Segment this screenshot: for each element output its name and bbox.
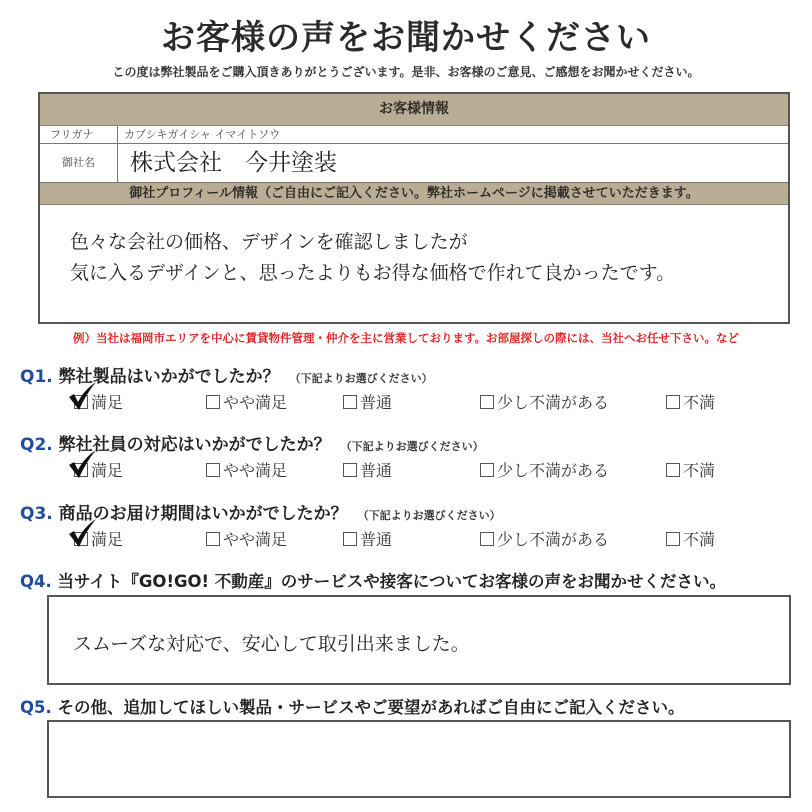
q4-answer-text: スムーズな対応で、安心して取引出来ました。 [73,633,470,655]
option-futsu[interactable] [343,527,392,550]
profile-field[interactable] [40,205,788,289]
checkbox[interactable] [666,463,680,477]
customer-info-box [38,92,790,324]
option-sukoshi-fuman[interactable] [480,390,609,413]
question-4-title [20,568,726,592]
checkbox[interactable] [206,532,220,546]
option-label: 不満 [683,461,716,480]
checkbox[interactable] [343,463,357,477]
question-text: 当サイト『GO!GO! 不動産』のサービスや接客についてお客様の声をお聞かせください。 [57,572,726,591]
question-note: （下記よりお選びください） [340,440,484,453]
question-note: （下記よりお選びください） [357,509,501,522]
option-label: 少し不満がある [497,461,610,480]
profile-line: 気に入るデザインと、思ったよりもお得な価格で作れて良かったです。 [70,262,676,284]
question-number: Q3. [20,504,53,524]
option-fuman[interactable] [666,458,715,481]
question-text: その他、追加してほしい製品・サービスやご要望があればご自由にご記入ください。 [57,698,685,717]
option-futsu[interactable] [343,390,392,413]
option-label: 不満 [683,393,716,412]
option-label: 満足 [91,530,124,549]
check-mark-icon [66,448,98,480]
option-label: 普通 [360,530,393,549]
question-number: Q4. [20,572,52,591]
question-number: Q1. [20,367,53,387]
company-name-label: 御社名 [40,144,118,182]
option-manzoku[interactable] [74,390,123,413]
checkbox[interactable] [666,532,680,546]
question-1-options [0,390,812,416]
check-mark-icon [66,517,98,549]
question-text: 弊社製品はいかがでしたか？ [58,367,280,387]
option-manzoku[interactable] [74,527,123,550]
option-label: 少し不満がある [497,393,610,412]
furigana-field[interactable]: カブシキガイシャ イマイトソウ [124,128,281,141]
question-number: Q5. [20,698,52,717]
option-label: やや満足 [223,461,288,480]
checkbox[interactable] [480,395,494,409]
option-label: やや満足 [223,393,288,412]
option-label: 少し不満がある [497,530,610,549]
option-yaya-manzoku[interactable] [206,390,287,413]
question-3-options [0,527,812,553]
checkbox[interactable] [343,395,357,409]
question-text: 弊社社員の対応はいかがでしたか？ [58,435,331,455]
option-yaya-manzoku[interactable] [206,458,287,481]
q5-answer-box[interactable] [47,720,791,798]
profile-line: 色々な会社の価格、デザインを確認しましたが [70,231,468,253]
page-title: お客様の声をお聞かせください [161,18,651,58]
option-manzoku[interactable] [74,458,123,481]
page-subtitle: この度は弊社製品をご購入頂きありがとうございます。是非、お客様のご意見、ご感想をお聞かせください。 [112,65,700,79]
option-sukoshi-fuman[interactable] [480,527,609,550]
furigana-row [40,126,788,144]
option-label: 普通 [360,461,393,480]
option-fuman[interactable] [666,527,715,550]
option-label: やや満足 [223,530,288,549]
example-note: 例）当社は福岡市エリアを中心に賃貸物件管理・仲介を主に営業しております。お部屋探しの際には、当社へお任せ下さい。など [72,331,740,345]
option-futsu[interactable] [343,458,392,481]
customer-info-header: お客様情報 [40,94,788,126]
question-note: （下記よりお選びください） [289,372,433,385]
checkbox[interactable] [480,532,494,546]
question-2-options [0,458,812,484]
checkbox[interactable] [343,532,357,546]
option-yaya-manzoku[interactable] [206,527,287,550]
option-sukoshi-fuman[interactable] [480,458,609,481]
question-5-title [20,694,685,718]
company-name-row [40,144,788,183]
checkbox[interactable] [206,463,220,477]
checkbox[interactable] [206,395,220,409]
furigana-label: フリガナ [40,126,118,143]
option-label: 不満 [683,530,716,549]
q4-answer-box[interactable] [47,595,791,685]
profile-header: 御社プロフィール情報（ご自由にご記入ください。弊社ホームページに掲載させていただきます。 [40,183,788,205]
option-label: 満足 [91,461,124,480]
checkbox[interactable] [666,395,680,409]
option-label: 満足 [91,393,124,412]
company-name-field[interactable]: 株式会社 今井塗装 [130,150,337,176]
q5-answer-text [49,722,789,746]
checkbox[interactable] [480,463,494,477]
option-label: 普通 [360,393,393,412]
check-mark-icon [66,380,98,412]
option-fuman[interactable] [666,390,715,413]
question-text: 商品のお届け期間はいかがでしたか？ [58,504,348,524]
question-number: Q2. [20,435,53,455]
